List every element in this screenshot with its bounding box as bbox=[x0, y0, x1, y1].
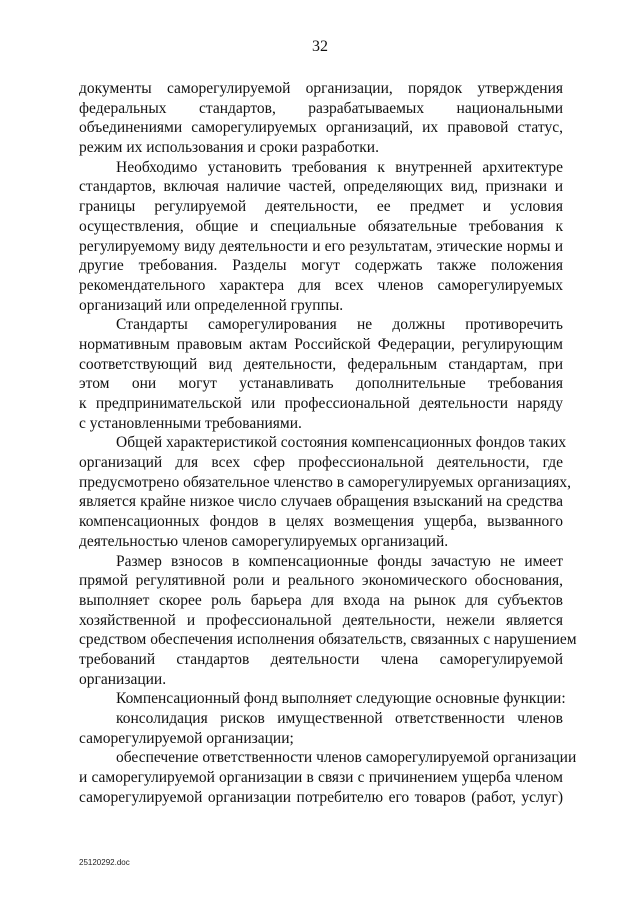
text-line: границы регулируемой деятельности, ее предмет и условия bbox=[79, 198, 563, 216]
text-line: соответствующий вид деятельности, федеральным стандартам, при bbox=[79, 355, 563, 373]
paragraph bbox=[79, 748, 577, 807]
text-line: регулируемому виду деятельности и его результатам, этические нормы и bbox=[79, 237, 563, 255]
text-line: режим их использования и сроки разработки. bbox=[79, 139, 379, 157]
text-line: документы саморегулируемой организации, порядок утверждения bbox=[79, 80, 563, 97]
footer-filename: 25120292.doc bbox=[79, 858, 130, 867]
text-line: требований стандартов деятельности члена саморегулируемой bbox=[79, 650, 563, 668]
text-line: Общей характеристикой состояния компенсационных фондов таких bbox=[116, 434, 567, 452]
paragraph bbox=[79, 689, 566, 709]
text-line: выполняет скорее роль барьера для входа на рынок для субъектов bbox=[79, 591, 563, 609]
text-line: деятельностью членов саморегулируемых организаций. bbox=[79, 532, 449, 550]
text-line: консолидация рисков имущественной ответственности членов bbox=[116, 710, 563, 727]
text-line: организации. bbox=[79, 670, 167, 688]
text-line: хозяйственной и профессиональной деятельности, нежели является bbox=[79, 611, 563, 629]
text-line: стандартов, включая наличие частей, определяющих вид, признаки и bbox=[79, 178, 563, 196]
text-line: является крайне низкое число случаев обращения взысканий на средства bbox=[79, 493, 563, 511]
text-line: организаций для всех сфер профессиональной деятельности, где bbox=[79, 454, 563, 472]
text-line: нормативным правовым актам Российской Федерации, регулирующим bbox=[79, 335, 563, 353]
text-line: осуществления, общие и специальные обязательные требования к bbox=[79, 217, 563, 235]
text-line: этом они могут устанавливать дополнительные требования bbox=[79, 375, 563, 393]
text-line: предусмотрено обязательное членство в саморегулируемых организациях, bbox=[79, 473, 572, 491]
paragraph bbox=[79, 315, 563, 433]
text-line: Необходимо установить требования к внутренней архитектуре bbox=[116, 158, 563, 176]
text-line: с установленными требованиями. bbox=[79, 414, 302, 432]
text-line: к предпринимательской или профессиональной деятельности наряду bbox=[79, 395, 563, 412]
text-line: объединениями саморегулируемых организаций, их правовой статус, bbox=[79, 119, 563, 137]
text-line: прямой регулятивной роли и реального экономического обоснования, bbox=[79, 572, 563, 590]
text-line: саморегулируемой организации потребителю его товаров (работ, услуг) bbox=[79, 788, 563, 806]
text-line: Размер взносов в компенсационные фонды зачастую не имеет bbox=[116, 552, 563, 570]
text-line: федеральных стандартов, разрабатываемых национальными bbox=[79, 99, 563, 117]
paragraph bbox=[79, 552, 577, 690]
text-line: компенсационных фондов в целях возмещения ущерба, вызванного bbox=[79, 513, 563, 531]
paragraph bbox=[79, 158, 563, 316]
text-line: средством обеспечения исполнения обязательств, связанных с нарушением bbox=[79, 631, 577, 649]
paragraph bbox=[79, 433, 572, 551]
text-line: организаций или определенной группы. bbox=[79, 296, 344, 314]
paragraph bbox=[79, 709, 563, 748]
text-line: рекомендательного характера для всех членов саморегулируемых bbox=[79, 276, 563, 294]
text-line: другие требования. Разделы могут содержать также положения bbox=[79, 257, 563, 275]
text-line: и саморегулируемой организации в связи с причинением ущерба членом bbox=[79, 769, 563, 787]
text-line: обеспечение ответственности членов саморегулируемой организации bbox=[116, 749, 577, 767]
text-line: Стандарты саморегулирования не должны противоречить bbox=[116, 316, 563, 334]
page-number: 32 bbox=[312, 38, 328, 55]
document-body bbox=[79, 79, 577, 807]
text-line: Компенсационный фонд выполняет следующие основные функции: bbox=[116, 690, 566, 708]
paragraph bbox=[79, 79, 563, 158]
text-line: саморегулируемой организации; bbox=[79, 729, 294, 747]
